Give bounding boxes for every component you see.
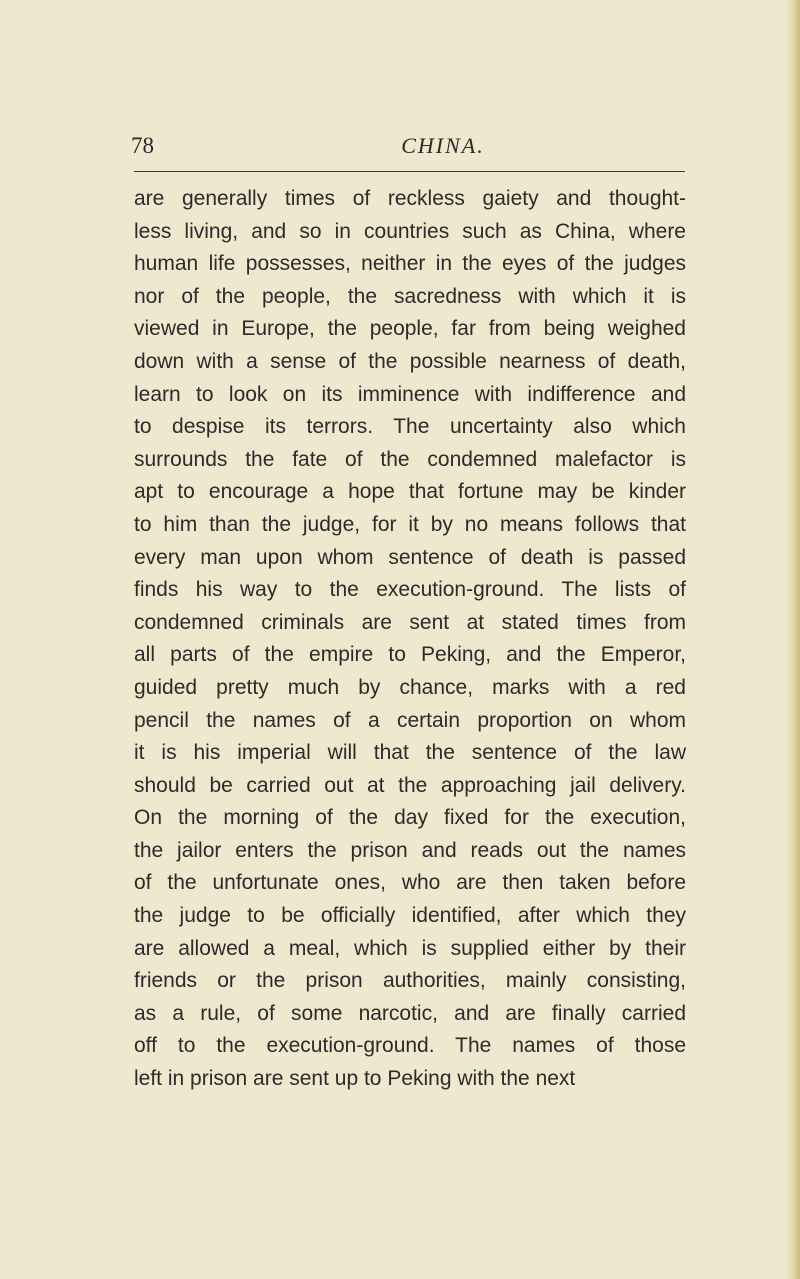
text-line: down with a sense of the possible nearness of death, <box>134 349 686 373</box>
text-line: all parts of the empire to Peking, and the Emperor, <box>134 643 686 667</box>
running-title: CHINA. <box>401 133 485 158</box>
text-line: On the morning of the day fixed for the execution, <box>134 806 686 830</box>
text-line: learn to look on its imminence with indifference and <box>134 382 686 406</box>
text-line: every man upon whom sentence of death is passed <box>134 545 686 569</box>
text-line: the judge to be officially identified, after which they <box>134 904 686 928</box>
text-line: friends or the prison authorities, mainly consisting, <box>134 969 686 993</box>
text-line: pencil the names of a certain proportion on whom <box>134 708 686 732</box>
text-line: surrounds the fate of the condemned malefactor is <box>134 447 686 471</box>
body-text <box>134 183 686 1096</box>
page-edge-shadow <box>786 0 800 1279</box>
text-line: as a rule, of some narcotic, and are finally carried <box>134 1001 686 1025</box>
text-line: are generally times of reckless gaiety and thought- <box>134 187 686 210</box>
text-line: left in prison are sent up to Peking with the next <box>134 1067 576 1091</box>
text-line: finds his way to the execution-ground. The lists of <box>134 578 686 602</box>
text-line: the jailor enters the prison and reads out the names <box>134 838 686 862</box>
header-rule <box>134 171 685 172</box>
text-line: nor of the people, the sacredness with which it is <box>134 284 686 308</box>
text-line: human life possesses, neither in the eyes of the judges <box>134 252 686 276</box>
page-number: 78 <box>131 133 154 158</box>
text-line: are allowed a meal, which is supplied either by their <box>134 936 686 960</box>
text-line: guided pretty much by chance, marks with a red <box>134 675 686 699</box>
text-line: it is his imperial will that the sentence of the law <box>134 741 686 765</box>
running-head <box>131 129 685 165</box>
text-line: less living, and so in countries such as China, where <box>134 219 686 243</box>
text-line: viewed in Europe, the people, far from being weighed <box>134 317 686 341</box>
text-line: to despise its terrors. The uncertainty also which <box>134 415 686 439</box>
text-line: of the unfortunate ones, who are then taken before <box>134 871 686 895</box>
text-line: off to the execution-ground. The names of those <box>134 1034 686 1058</box>
text-line: apt to encourage a hope that fortune may be kinder <box>134 480 686 504</box>
text-line: to him than the judge, for it by no means follows that <box>134 512 686 536</box>
text-line: should be carried out at the approaching jail delivery. <box>134 773 686 797</box>
text-line: condemned criminals are sent at stated times from <box>134 610 686 634</box>
